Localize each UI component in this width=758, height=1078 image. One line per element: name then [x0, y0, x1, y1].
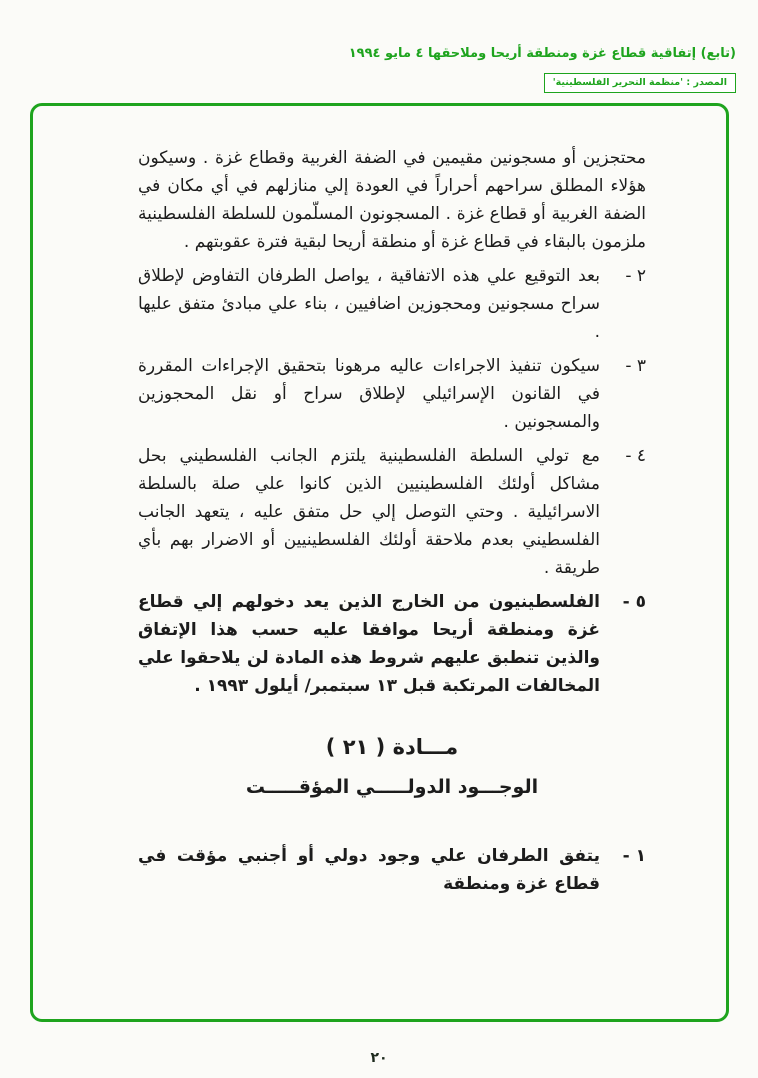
clause-item-5 — [138, 588, 646, 700]
clause-number: ٤ - — [625, 446, 646, 466]
article-title: مـــادة ( ٢١ ) — [325, 735, 459, 759]
clause-number: ١ - — [622, 846, 646, 866]
page-number: ٢٠ — [370, 1050, 388, 1066]
clause-item-2 — [138, 262, 646, 346]
clause-number: ٢ - — [625, 266, 646, 286]
clause-text: بعد التوقيع علي هذه الاتفاقية ، يواصل الطرفان التفاوض لإطلاق سراح مسجونين ومحجوزين اضافيين ، بناء علي مبادئ متفق عليها . — [138, 266, 600, 342]
intro-paragraph: محتجزين أو مسجونين مقيمين في الضفة الغربية وقطاع غزة . وسيكون هؤلاء المطلق سراحهم أحراراً في العودة إلي منازلهم في أي مكان في الضفة الغربية أو قطاع غزة . المسجونون المسلّمون للسلطة الفلسطينية ملزمون بالبقاء في قطاع غزة أو منطقة أريحا لبقية فترة عقوبتهم . — [138, 148, 646, 252]
clause-text: الفلسطينيون من الخارج الذين يعد دخولهم إلي قطاع غزة ومنطقة أريحا موافقا عليه حسب هذا الإتفاق والذين تنطبق عليهم شروط هذه المادة لن يلاحقوا علي المخالفات المرتكبة قبل ١٣ سبتمبر/ أيلول ١٩٩٣ . — [138, 592, 600, 696]
clause-item-1 — [138, 842, 646, 898]
clause-text: سيكون تنفيذ الاجراءات عاليه مرهونا بتحقيق الإجراءات المقررة في القانون الإسرائيلي لإطلاق سراح أو نقل المحجوزين والمسجونين . — [138, 356, 600, 432]
document-body — [138, 144, 646, 904]
clause-number: ٣ - — [625, 356, 646, 376]
clause-number: ٥ - — [622, 592, 646, 612]
document-continuation-header: (تابع) إتفاقية قطاع غزة ومنطقة أريحا وملاحقها ٤ مايو ١٩٩٤ — [348, 46, 736, 61]
clause-item-4 — [138, 442, 646, 582]
source-badge: المصدر : 'منظمة التحرير الفلسطينية' — [544, 73, 736, 93]
article-subtitle: الوجـــود الدولـــــي المؤقـــــت — [245, 776, 539, 798]
clause-text: مع تولي السلطة الفلسطينية يلتزم الجانب الفلسطيني بحل مشاكل أولئك الفلسطينيين الذين كانوا علي صلة بالسلطة الاسرائيلية . وحتي التوصل إلي حل متفق عليه ، يتعهد الجانب الفلسطيني بعدم ملاحقة أولئك الفلسطينيين أو الاضرار بهم بأي طريقة . — [138, 446, 600, 578]
clause-text: يتفق الطرفان علي وجود دولي أو أجنبي مؤقت في قطاع غزة ومنطقة — [138, 846, 600, 894]
clause-item-3 — [138, 352, 646, 436]
